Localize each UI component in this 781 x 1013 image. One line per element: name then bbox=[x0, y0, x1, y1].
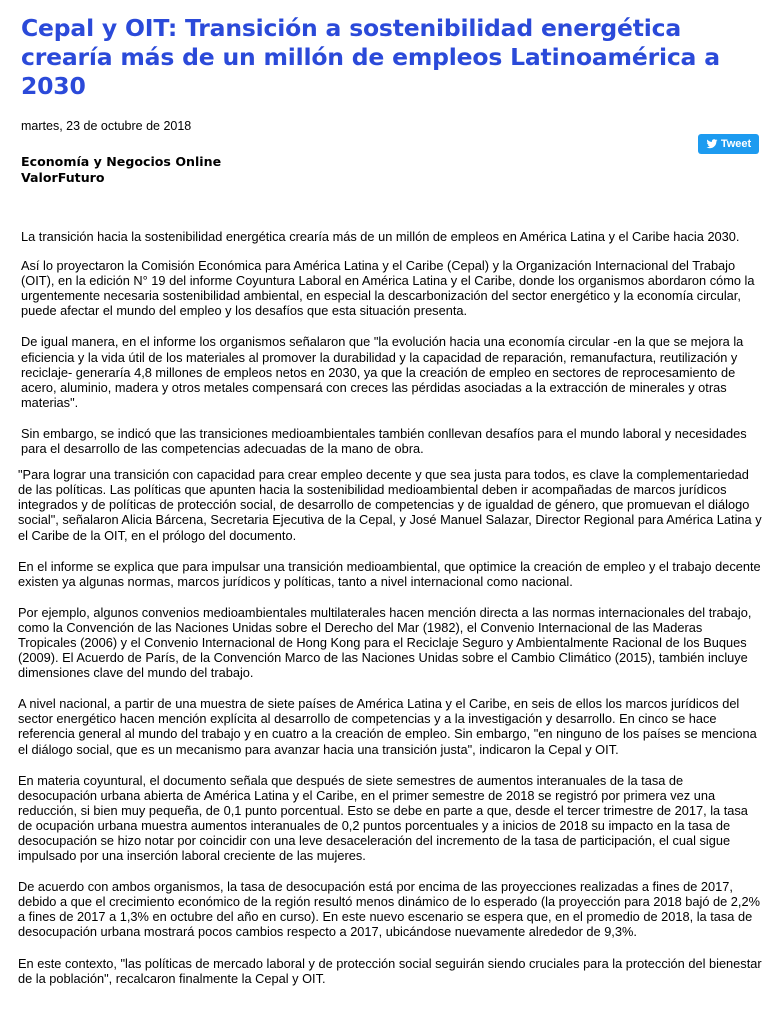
article-title: Cepal y OIT: Transición a sostenibilidad energética crearía más de un millón de empleos Latinoamérica a 2030 bbox=[21, 14, 720, 100]
paragraph: Por ejemplo, algunos convenios medioambientales multilaterales hacen mención directa a las normas internacionales del trabajo, como la Convención de las Naciones Unidas sobre el Derecho del Mar (1982), el Convenio Internacional de las Maderas Tropicales (2006) y el Convenio Internacional de Hong Kong para el Reciclaje Seguro y Ambientalmente Racional de los Buques (2009). El Acuerdo de París, de la Convención Marco de las Naciones Unidas sobre el Cambio Climático (2015), también incluye dimensiones clave del mundo del trabajo. bbox=[18, 604, 752, 681]
paragraph: "Para lograr una transición con capacidad para crear empleo decente y que sea justa para todos, es clave la complementariedad de las políticas. Las políticas que apunten hacia la sostenibilidad medioambiental deben ir acompañadas de marcos jurídicos integrados y de políticas de protección social, de desarrollo de competencias y de igualdad de género, que promuevan el diálogo social", señalaron Alicia Bárcena, Secretaria Ejecutiva de la Cepal, y José Manuel Salazar, Director Regional para América Latina y el Caribe de la OIT, en el prólogo del documento. bbox=[18, 467, 762, 543]
tweet-button[interactable] bbox=[698, 134, 759, 154]
twitter-bird-icon bbox=[706, 138, 718, 150]
article-body bbox=[18, 229, 763, 986]
paragraph: En materia coyuntural, el documento señala que después de siete semestres de aumentos interanuales de la tasa de desocupación urbana abierta de América Latina y el Caribe, en el primer semestre de 2018 se registró por primera vez una reducción, si bien muy pequeña, de 0,1 punto porcentual. Esto se debe en parte a que, desde el tercer trimestre de 2017, la tasa de ocupación urbana muestra aumentos interanuales de 0,2 puntos porcentuales y a inicios de 2018 su impacto en la tasa de desocupación se hizo notar por coincidir con una leve desaceleración del incremento de la tasa de participación, el cual sigue impulsado por una inserción laboral creciente de las mujeres. bbox=[18, 772, 748, 864]
paragraph: La transición hacia la sostenibilidad energética crearía más de un millón de empleos en América Latina y el Caribe hacia 2030. bbox=[21, 229, 740, 244]
paragraph: A nivel nacional, a partir de una muestra de siete países de América Latina y el Caribe, en seis de ellos los marcos jurídicos del sector energético hacen mención explícita al desarrollo de competencias y a la investigación y desarrollo. En cinco se hace referencia general al mundo del trabajo y en cuatro a la creación de empleo. Sin embargo, "en ninguno de los países se menciona el diálogo social, que es un mecanismo para avanzar hacia una transición justa", indicaron la Cepal y OIT. bbox=[18, 696, 757, 757]
paragraph: De igual manera, en el informe los organismos señalaron que "la evolución hacia una economía circular -en la que se mejora la eficiencia y la vida útil de los materiales al promover la durabilidad y la capacidad de reparación, remanufactura, reutilización y reciclaje- generaría 4,8 millones de empleos netos en 2030, ya que la creación de empleo en sectores de reprocesamiento de acero, aluminio, madera y otros metales compensará con creces las pérdidas asociadas a la extracción de minerales y otras materias". bbox=[21, 334, 744, 410]
source-author: ValorFuturo bbox=[21, 170, 105, 185]
article-source bbox=[21, 154, 221, 186]
paragraph: En este contexto, "las políticas de mercado laboral y de protección social seguirán siendo cruciales para la protección del bienestar de la población", recalcaron finalmente la Cepal y OIT. bbox=[18, 955, 762, 986]
paragraph: De acuerdo con ambos organismos, la tasa de desocupación está por encima de las proyecciones realizadas a fines de 2017, debido a que el crecimiento económico de la región resultó menos dinámico de lo esperado (la proyección para 2018 bajó de 2,2% a fines de 2017 a 1,3% en octubre del año en curso). En este nuevo escenario se espera que, en el promedio de 2018, la tasa de desocupación urbana mostrará pocos cambios respecto a 2017, ubicándose nuevamente alrededor de 9,3%. bbox=[18, 879, 760, 940]
tweet-label: Tweet bbox=[720, 138, 752, 150]
source-publication: Economía y Negocios Online bbox=[21, 154, 222, 169]
paragraph: Sin embargo, se indicó que las transiciones medioambientales también conllevan desafíos para el mundo laboral y necesidades para el desarrollo de las competencias adecuadas de la mano de obra. bbox=[21, 425, 747, 457]
paragraph: En el informe se explica que para impulsar una transición medioambiental, que optimice la creación de empleo y el trabajo decente existen ya algunas normas, marcos jurídicos y políticas, tanto a nivel internacional como nacional. bbox=[18, 558, 761, 589]
article-date: martes, 23 de octubre de 2018 bbox=[21, 119, 192, 133]
paragraph: Así lo proyectaron la Comisión Económica para América Latina y el Caribe (Cepal) y la Organización Internacional del Trabajo (OIT), en la edición N° 19 del informe Coyuntura Laboral en América Latina y el Caribe, donde los organismos abordaron cómo la urgentemente necesaria sostenibilidad ambiental, en especial la descarbonización del sector energético y la economía circular, puede afectar el mundo del empleo y los desafíos que esta situación presenta. bbox=[21, 258, 755, 319]
